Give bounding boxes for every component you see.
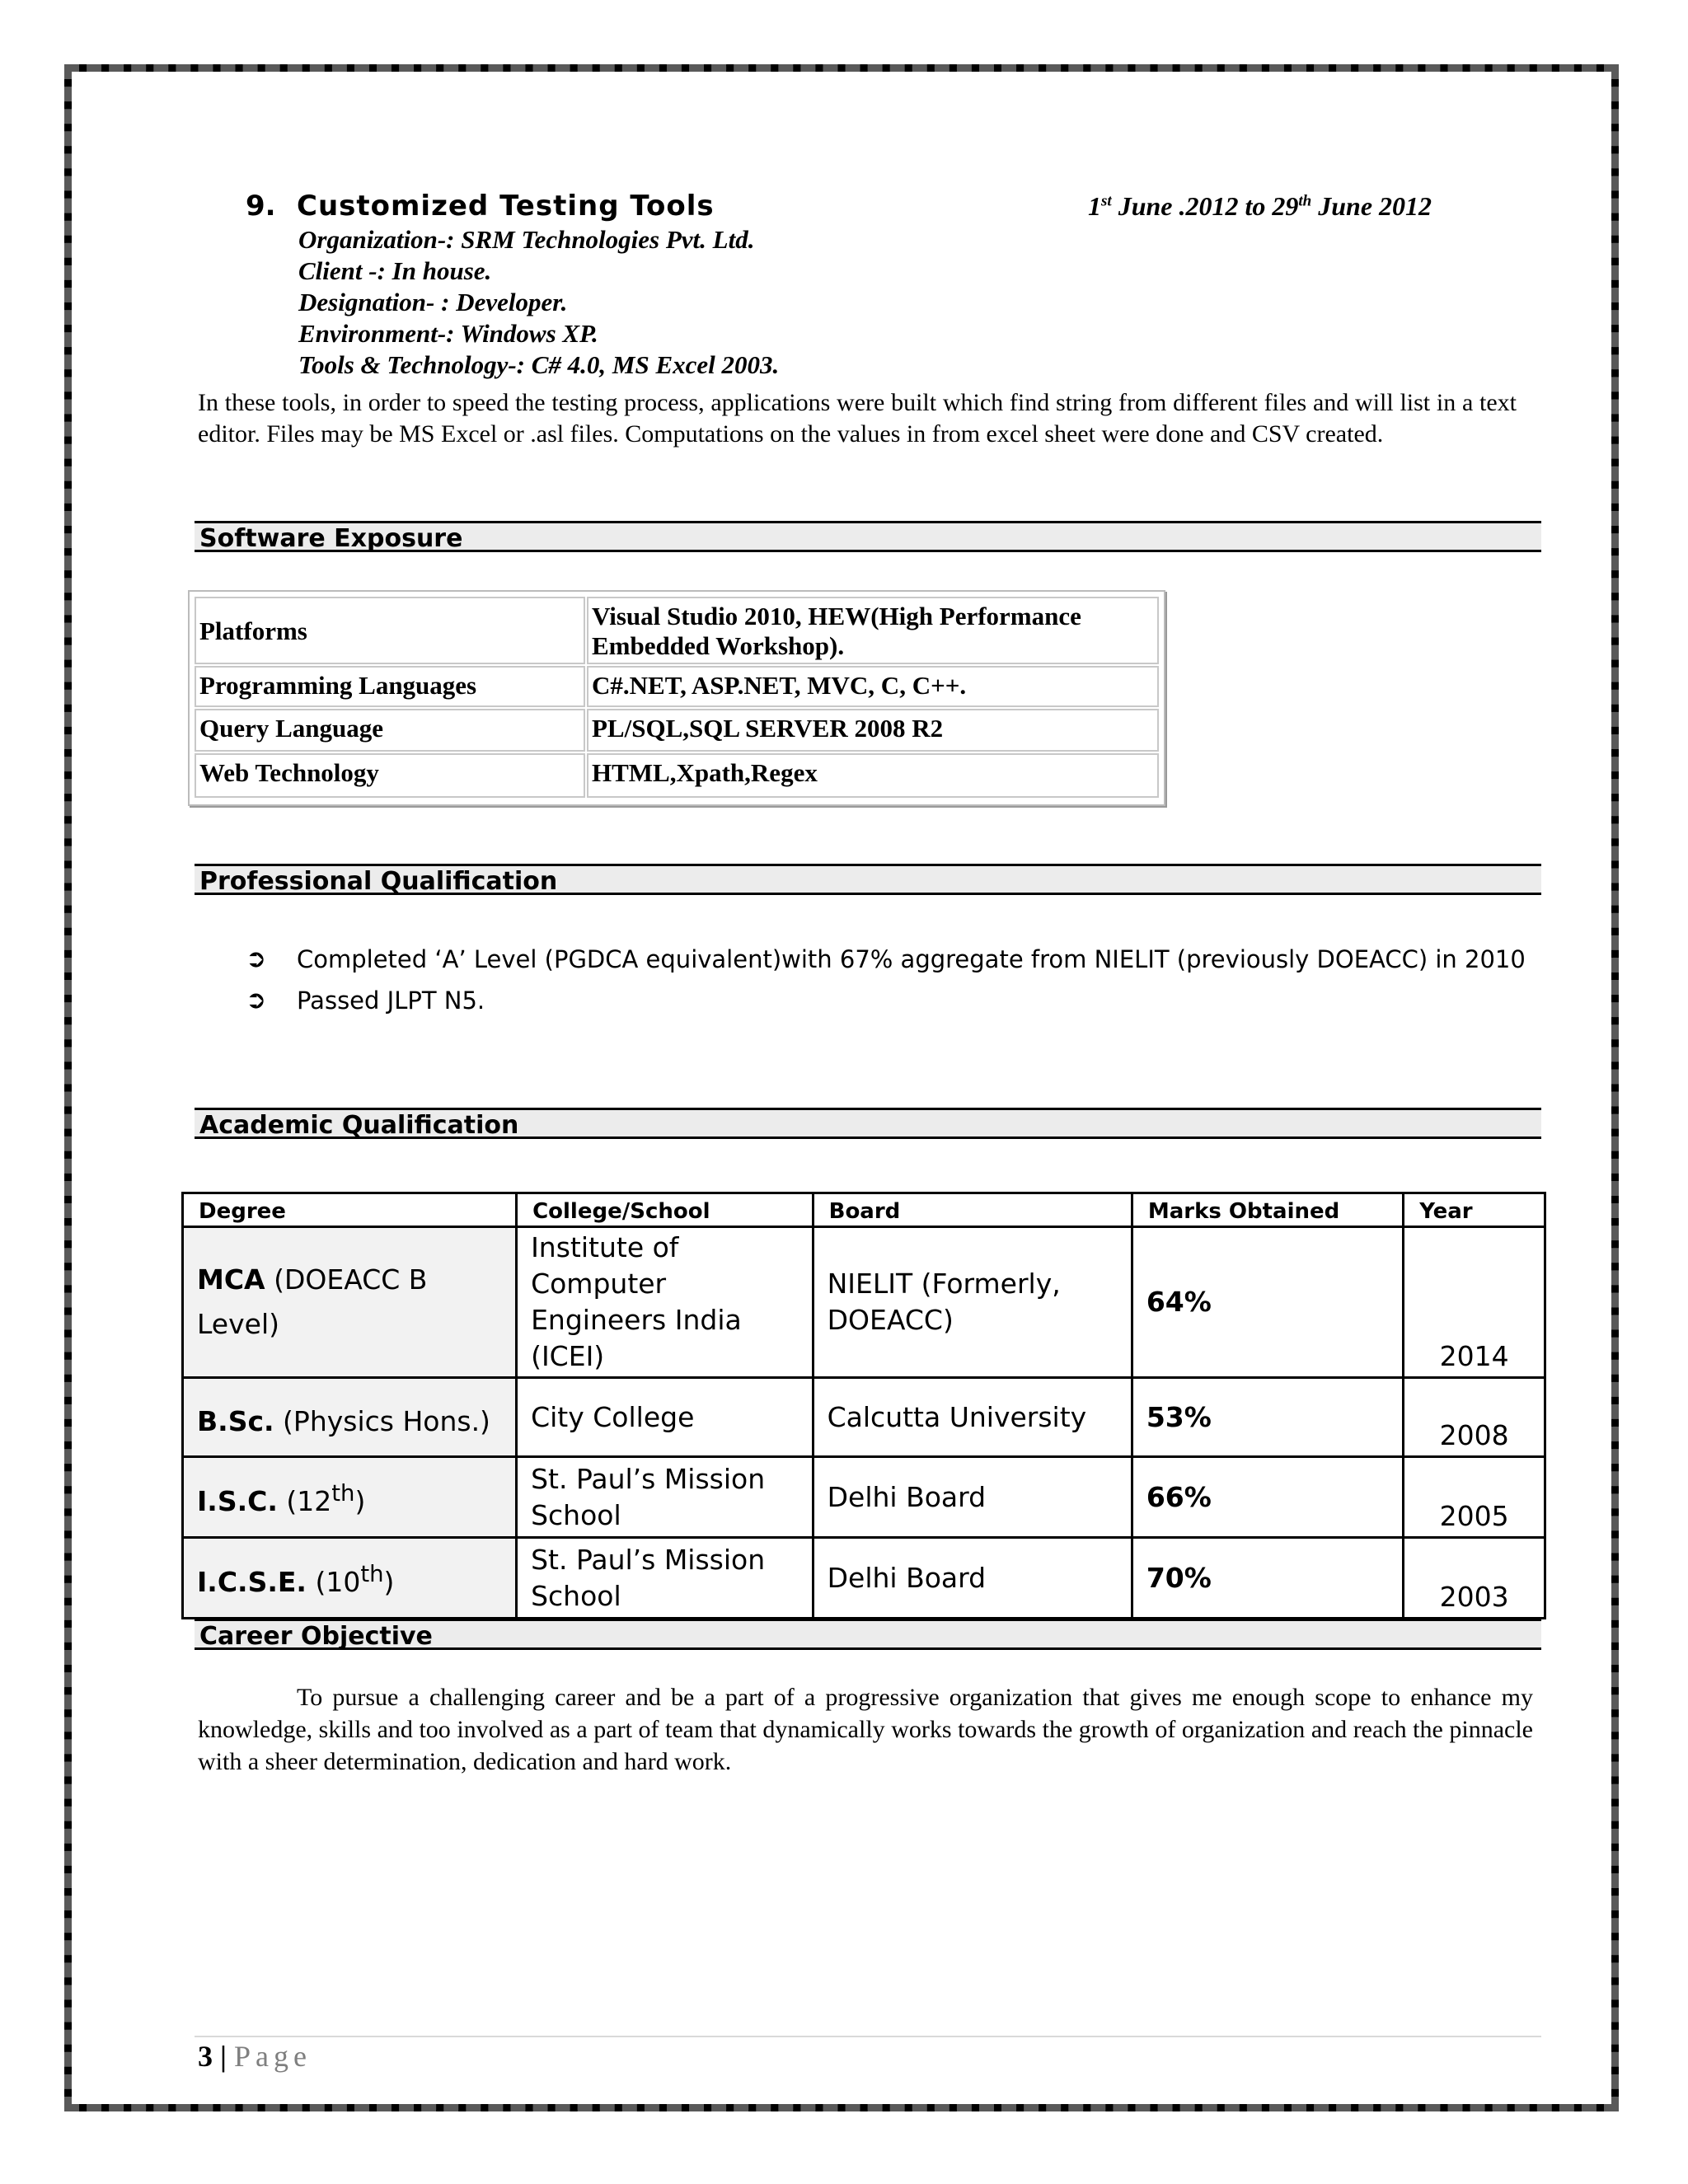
board-cell: Calcutta University [813, 1378, 1132, 1457]
board-cell: Delhi Board [813, 1457, 1132, 1538]
section-title: Academic Qualification [199, 1111, 519, 1140]
table-header-row [183, 1193, 1545, 1227]
table-row [195, 709, 1159, 752]
project-tools: Tools & Technology-: C# 4.0, MS Excel 2003. [298, 350, 780, 379]
table-cell-value: PL/SQL,SQL SERVER 2008 R2 [587, 709, 1159, 752]
software-table [188, 590, 1165, 806]
table-cell-value: Visual Studio 2010, HEW(High Performance Embedded Workshop). [587, 597, 1159, 664]
table-cell-value: C#.NET, ASP.NET, MVC, C, C++. [587, 666, 1159, 707]
marks-cell: 64% [1132, 1227, 1403, 1378]
marks-cell: 70% [1132, 1538, 1403, 1619]
table-row [195, 753, 1159, 798]
project-description: In these tools, in order to speed the testing process, applications were built which find string from different files and will list in a text editor. Files may be MS Excel or .asl files. Computations on the values in from excel sheet were done and CSV created. [198, 389, 1517, 448]
list-item: ➲ Passed JLPT N5. [246, 986, 485, 1015]
project-number: 9. [246, 190, 276, 223]
year-cell: 2003 [1404, 1538, 1545, 1619]
table-row [183, 1378, 1545, 1457]
column-header: Board [813, 1193, 1132, 1227]
degree-cell: MCA (DOEACC B Level) [183, 1227, 517, 1378]
project-client: Client -: In house. [298, 256, 492, 285]
page-footer: 3 | Page [198, 2040, 312, 2073]
degree-cell: I.S.C. (12th) [183, 1457, 517, 1538]
arrow-bullet-icon: ➲ [246, 944, 267, 973]
project-environment: Environment-: Windows XP. [298, 319, 598, 348]
board-cell: NIELIT (Formerly, DOEACC) [813, 1227, 1132, 1378]
college-cell: St. Paul’s Mission School [517, 1538, 814, 1619]
year-cell: 2005 [1404, 1457, 1545, 1538]
professional-section-header [195, 864, 1541, 895]
arrow-bullet-icon: ➲ [246, 986, 267, 1015]
table-row [183, 1227, 1545, 1378]
table-row [183, 1538, 1545, 1619]
career-objective-text: To pursue a challenging career and be a part of a progressive organization that gives me enough scope to enhance my knowledge, skills and too involved as a part of team that dynamically works towards the growth of organization and reach the pinnacle with a sheer determination, dedication and hard work. [198, 1684, 1533, 1775]
software-section-header [195, 521, 1541, 552]
marks-cell: 53% [1132, 1378, 1403, 1457]
year-cell: 2014 [1404, 1227, 1545, 1378]
college-cell: Institute of Computer Engineers India (ICEI) [517, 1227, 814, 1378]
project-designation: Designation- : Developer. [298, 288, 568, 316]
page-label: Page [233, 2040, 312, 2073]
project-organization: Organization-: SRM Technologies Pvt. Ltd. [298, 225, 755, 254]
table-cell-label: Web Technology [195, 753, 585, 798]
column-header: Degree [183, 1193, 517, 1227]
table-cell-value: HTML,Xpath,Regex [587, 753, 1159, 798]
column-header: College/School [517, 1193, 814, 1227]
footer-divider [195, 2036, 1541, 2037]
college-cell: St. Paul’s Mission School [517, 1457, 814, 1538]
section-title: Professional Qualification [199, 867, 558, 896]
academic-table [181, 1192, 1546, 1619]
degree-cell: B.Sc. (Physics Hons.) [183, 1378, 517, 1457]
page-border [64, 64, 1619, 2111]
table-cell-label: Platforms [195, 597, 585, 664]
table-row [183, 1457, 1545, 1538]
academic-section-header [195, 1108, 1541, 1139]
section-title: Career Objective [199, 1622, 433, 1651]
marks-cell: 66% [1132, 1457, 1403, 1538]
board-cell: Delhi Board [813, 1538, 1132, 1619]
section-title: Software Exposure [199, 524, 463, 553]
career-section-header [195, 1619, 1541, 1650]
page-number: 3 [198, 2040, 213, 2073]
college-cell: City College [517, 1378, 814, 1457]
table-row [195, 666, 1159, 707]
list-item: ➲ Completed ‘A’ Level (PGDCA equivalent)with 67% aggregate from NIELIT (previously DOEACC) in 2010 [246, 944, 1526, 973]
project-title: Customized Testing Tools [297, 190, 715, 223]
year-cell: 2008 [1404, 1378, 1545, 1457]
table-cell-label: Query Language [195, 709, 585, 752]
column-header: Year [1404, 1193, 1545, 1227]
project-date: 1st June .2012 to 29th June 2012 [1088, 191, 1432, 221]
degree-cell: I.C.S.E. (10th) [183, 1538, 517, 1619]
table-row [195, 597, 1159, 664]
table-cell-label: Programming Languages [195, 666, 585, 707]
column-header: Marks Obtained [1132, 1193, 1403, 1227]
